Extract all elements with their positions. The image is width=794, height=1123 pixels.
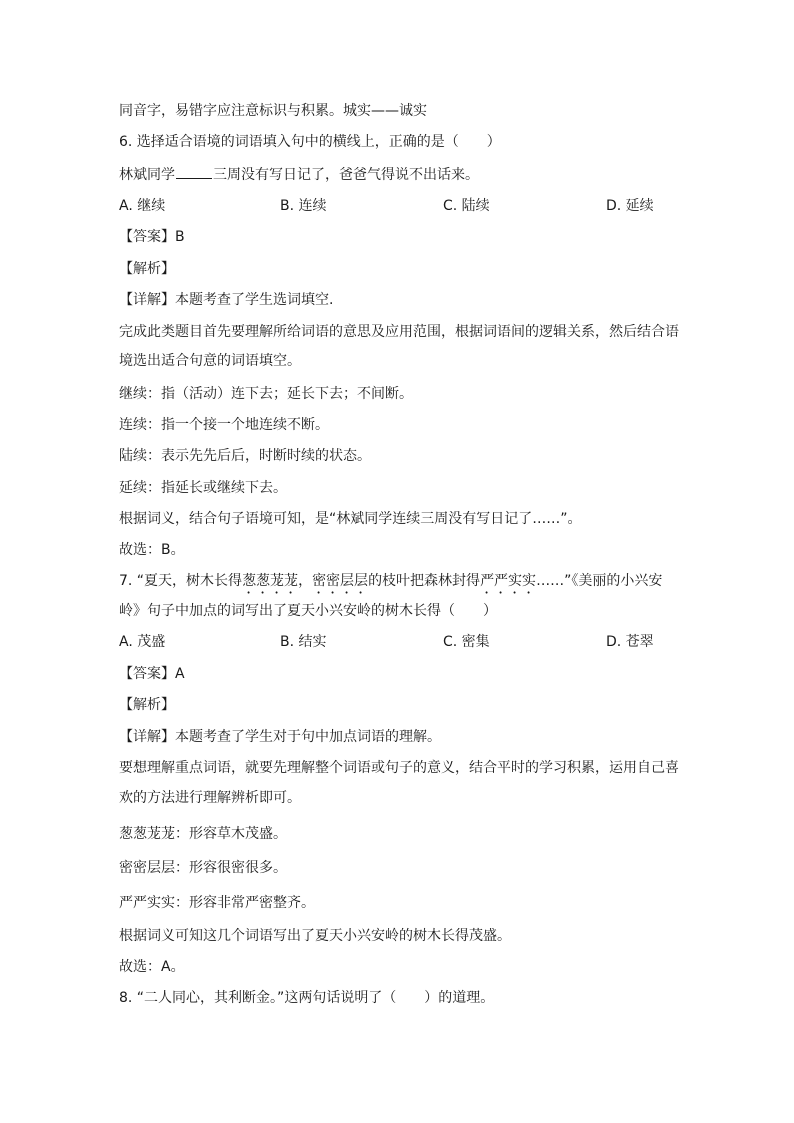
q6-explanation-line: 完成此类题目首先要理解所给词语的意思及应用范围，根据词语间的逻辑关系，然后结合语: [119, 324, 679, 340]
q7-meaning-3: 严严实实：形容非常严密整齐。: [119, 895, 315, 911]
q6-option-a: A. 继续: [119, 198, 166, 214]
q7-final-answer: 故选：A。: [119, 959, 185, 975]
q7-answer: 【答案】A: [119, 666, 185, 682]
q6-detail: 【详解】本题考查了学生选词填空.: [119, 292, 334, 308]
dotted-word-3: 严严实实: [480, 573, 537, 589]
q7-option-b: B. 结实: [280, 634, 327, 650]
q7-stem-text: 7. “夏天，树木长得: [119, 573, 243, 589]
q6-sentence: [119, 164, 699, 185]
q6-sentence-start: 林斌同学: [119, 167, 175, 183]
q7-option-d: D. 苍翠: [606, 634, 654, 650]
q6-stem: 6. 选择适合语境的词语填入句中的横线上，正确的是（ ）: [119, 134, 501, 150]
q6-blank: [176, 164, 212, 179]
q6-analysis-heading: 【解析】: [119, 261, 175, 277]
q6-explanation-line: 境选出适合句意的词语填空。: [119, 353, 301, 369]
q6-option-d: D. 延续: [606, 198, 654, 214]
q6-meaning-lianxu: 连续：指一个接一个地连续不断。: [119, 417, 329, 433]
q6-meaning-jixu: 继续：指（活动）连下去；延长下去；不间断。: [119, 386, 413, 402]
q6-meaning-yanxu: 延续：指延长或继续下去。: [119, 480, 287, 496]
q7-meaning-1: 葱葱茏茏：形容草木茂盛。: [119, 826, 287, 842]
q7-option-a: A. 茂盛: [119, 634, 166, 650]
q7-meaning-2: 密密层层：形容很密很多。: [119, 860, 287, 876]
q7-explanation-line: 要想理解重点词语，就要先理解整个词语或句子的意义，结合平时的学习积累，运用自己喜: [119, 760, 679, 776]
q7-stem-text: 的枝叶把森林封得: [368, 573, 481, 589]
q8-stem: 8. “二人同心，其利断金。”这两句话说明了（ ）的道理。: [119, 990, 495, 1006]
q7-analysis-heading: 【解析】: [119, 697, 175, 713]
q6-option-c: C. 陆续: [443, 198, 490, 214]
q7-stem-text: ，: [298, 573, 313, 589]
q6-meaning-luxu: 陆续：表示先先后后，时断时续的状态。: [119, 448, 371, 464]
q7-detail: 【详解】本题考查了学生对于句中加点词语的理解。: [119, 729, 441, 745]
q7-stem-line-2: 岭》句子中加点的词写出了夏天小兴安岭的树木长得（ ）: [119, 603, 497, 619]
q7-explanation-line: 欢的方法进行理解辨析即可。: [119, 790, 301, 806]
q7-conclusion: 根据词义可知这几个词语写出了夏天小兴安岭的树木长得茂盛。: [119, 928, 511, 944]
q5-analysis-tail: 同音字，易错字应注意标识与积累。城实——诚实: [119, 103, 427, 119]
q6-sentence-end: 三周没有写日记了，爸爸气得说不出话来。: [213, 167, 479, 183]
q7-stem-line-1: [119, 571, 699, 597]
q6-final-answer: 故选：B。: [119, 542, 185, 558]
q7-stem-text: ……”《美丽的小兴安: [536, 573, 663, 589]
dotted-word-2: 密密层层: [312, 573, 369, 589]
q6-answer: 【答案】B: [119, 229, 185, 245]
q6-option-b: B. 连续: [280, 198, 327, 214]
q7-option-c: C. 密集: [443, 634, 490, 650]
q6-conclusion: 根据词义，结合句子语境可知，是“林斌同学连续三周没有写日记了……”。: [119, 511, 582, 527]
dotted-word-1: 葱葱茏茏: [242, 573, 299, 589]
